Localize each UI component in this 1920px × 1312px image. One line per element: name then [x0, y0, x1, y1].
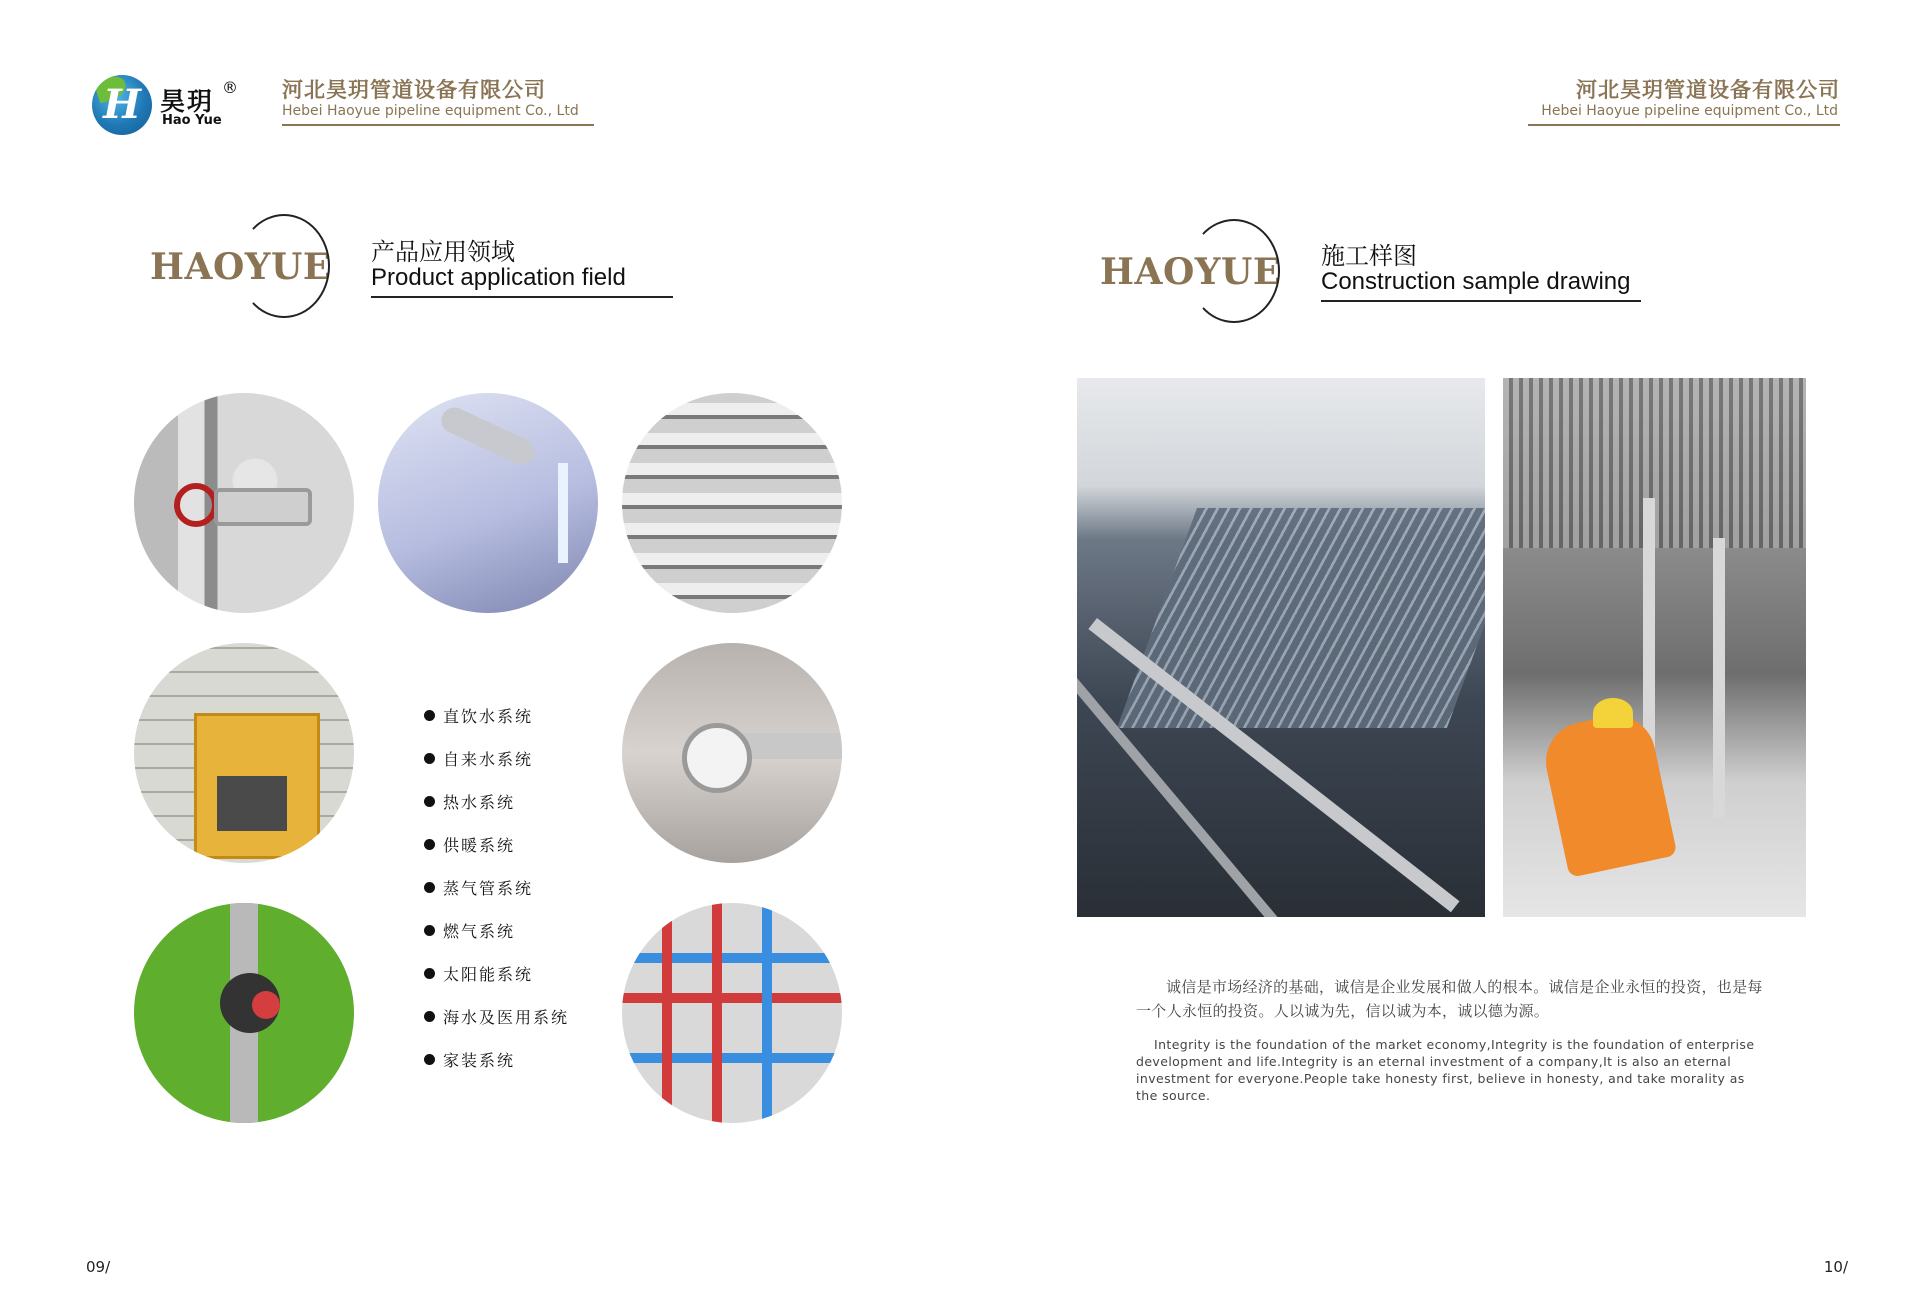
right-section-title-en: Construction sample drawing: [1321, 268, 1631, 295]
logo-english-name: Hao Yue: [162, 113, 222, 128]
right-header-underline: [1528, 124, 1840, 126]
logo-chinese-name: 昊玥: [160, 87, 215, 116]
home-plumbing-photo: [622, 903, 842, 1123]
list-item: 家装系统: [424, 1038, 569, 1081]
left-company-name-cn: 河北昊玥管道设备有限公司: [282, 77, 546, 102]
right-brand-wordmark: HAOYUE: [1100, 251, 1281, 293]
integrity-paragraph-cn: 诚信是市场经济的基础，诚信是企业发展和做人的根本。诚信是企业永恒的投资，也是每一个人永恒的投资。人以诚为先，信以诚为本，诚以德为源。: [1136, 978, 1763, 1020]
integrity-paragraph-en: Integrity is the foundation of the market economy,Integrity is the foundation of enterprise development and life.Integrity is an eternal investment of a company,It is also an eternal investment for everyone.People take honesty first, believe in honesty, and take morality as the source.: [1136, 1037, 1755, 1103]
left-brand-arc: [238, 214, 330, 318]
valve-photo: [134, 393, 354, 613]
ceiling-pipe-installation-photo: [1503, 378, 1806, 917]
left-page-number: 09/: [86, 1258, 111, 1276]
application-system-list: [424, 694, 569, 1081]
bullet-icon: [424, 968, 435, 979]
registered-mark: ®: [222, 78, 238, 97]
right-company-name-en: Hebei Haoyue pipeline equipment Co., Ltd: [1541, 103, 1838, 119]
pipe-rack-photo: [622, 393, 842, 613]
bullet-icon: [424, 1011, 435, 1022]
left-header-underline: [282, 124, 594, 126]
left-brand-wordmark: HAOYUE: [150, 246, 331, 288]
bullet-icon: [424, 796, 435, 807]
gas-valve-photo: [134, 903, 354, 1123]
gas-meter-photo: [134, 643, 354, 863]
bullet-icon: [424, 1054, 435, 1065]
pressure-gauge-photo: [622, 643, 842, 863]
list-item: 热水系统: [424, 780, 569, 823]
bullet-icon: [424, 925, 435, 936]
right-section-underline: [1321, 300, 1641, 302]
bullet-icon: [424, 710, 435, 721]
company-logo-icon: H: [92, 75, 152, 135]
list-item: 直饮水系统: [424, 694, 569, 737]
right-brand-arc: [1188, 219, 1280, 323]
list-item: 海水及医用系统: [424, 995, 569, 1038]
left-section-title-en: Product application field: [371, 264, 626, 291]
left-company-name-en: Hebei Haoyue pipeline equipment Co., Ltd: [282, 103, 579, 119]
faucet-photo: [378, 393, 598, 613]
list-item: 燃气系统: [424, 909, 569, 952]
bullet-icon: [424, 882, 435, 893]
bullet-icon: [424, 839, 435, 850]
bullet-icon: [424, 753, 435, 764]
left-section-title-cn: 产品应用领域: [371, 238, 515, 266]
list-item: 自来水系统: [424, 737, 569, 780]
list-item: 供暖系统: [424, 823, 569, 866]
solar-installation-photo: [1077, 378, 1485, 917]
right-company-name-cn: 河北昊玥管道设备有限公司: [1576, 77, 1840, 102]
right-page-number: 10/: [1823, 1258, 1848, 1276]
left-section-underline: [371, 296, 673, 298]
list-item: 太阳能系统: [424, 952, 569, 995]
list-item: 蒸气管系统: [424, 866, 569, 909]
right-section-title-cn: 施工样图: [1321, 242, 1417, 270]
